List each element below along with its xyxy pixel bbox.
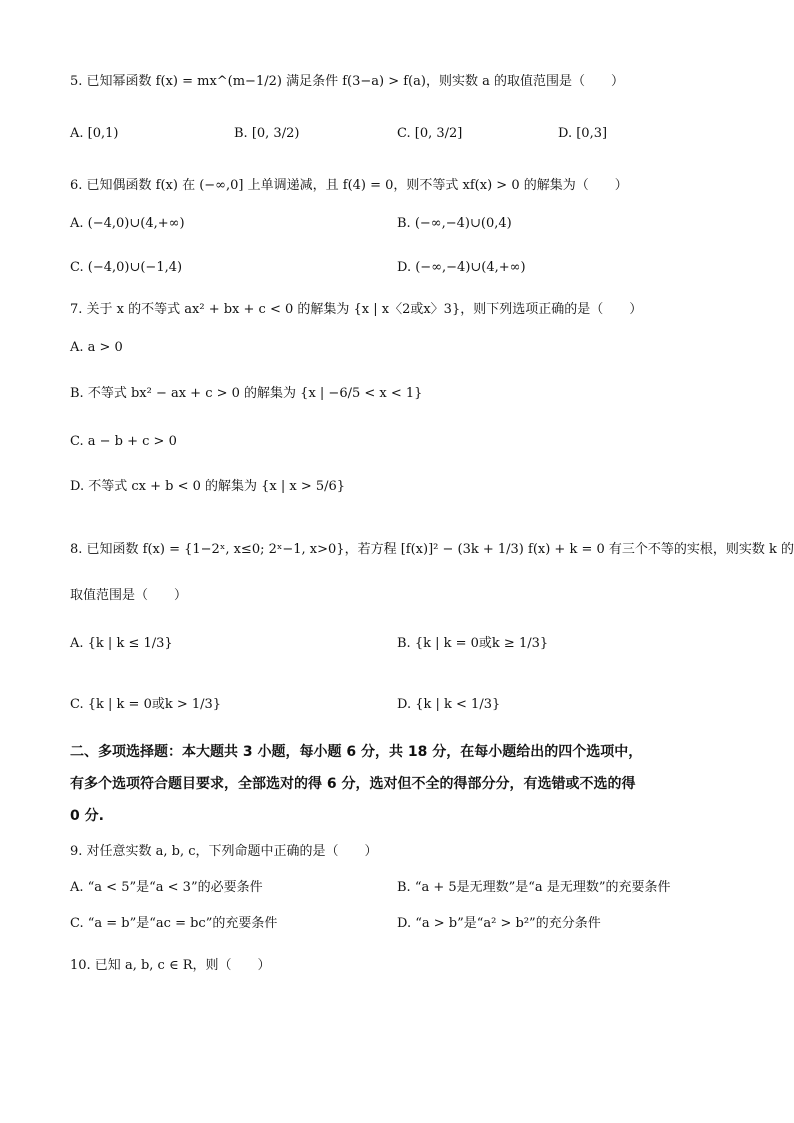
q6-option-b: B. (−∞,−4)∪(0,4) [397, 216, 512, 231]
q7-option-a: A. a > 0 [70, 340, 123, 355]
q6-option-d: D. (−∞,−4)∪(4,+∞) [397, 260, 526, 275]
q9-stem: 9. 对任意实数 a, b, c，下列命题中正确的是（ ） [70, 844, 378, 859]
q7-option-b: B. 不等式 bx² − ax + c > 0 的解集为 {x | −6/5 < x < 1} [70, 386, 423, 401]
section2-line1: 二、多项选择题：本大题共 3 小题，每小题 6 分，共 18 分，在每小题给出的四个选项中， [70, 744, 643, 760]
q8-option-a: A. {k | k ≤ 1/3} [70, 636, 173, 651]
q7-option-d: D. 不等式 cx + b < 0 的解集为 {x | x > 5/6} [70, 479, 346, 494]
section2-line2: 有多个选项符合题目要求，全部选对的得 6 分，选对但不全的得部分分，有选错或不选的得 [70, 776, 636, 792]
q6-option-a: A. (−4,0)∪(4,+∞) [70, 216, 185, 231]
q8-option-d: D. {k | k < 1/3} [397, 697, 501, 712]
q9-option-c: C. “a = b”是“ac = bc”的充要条件 [70, 916, 278, 931]
q8-option-b: B. {k | k = 0或k ≥ 1/3} [397, 636, 549, 651]
q10-stem: 10. 已知 a, b, c ∈ R，则（ ） [70, 958, 271, 973]
q9-option-a: A. “a < 5”是“a < 3”的必要条件 [70, 880, 263, 895]
section2-line3: 0 分. [70, 808, 104, 824]
q5-option-c: C. [0, 3/2] [397, 126, 463, 141]
q8-option-c: C. {k | k = 0或k > 1/3} [70, 697, 222, 712]
q6-option-c: C. (−4,0)∪(−1,4) [70, 260, 183, 275]
q7-option-c: C. a − b + c > 0 [70, 434, 177, 449]
q5-stem: 5. 已知幂函数 f(x) = mx^(m−1/2) 满足条件 f(3−a) > f(a)，则实数 a 的取值范围是（ ） [70, 74, 624, 89]
q8-stem-continued: 取值范围是（ ） [70, 588, 188, 603]
q5-option-b: B. [0, 3/2) [234, 126, 300, 141]
q9-option-b: B. “a + 5是无理数”是“a 是无理数”的充要条件 [397, 880, 671, 895]
q9-option-d: D. “a > b”是“a² > b²”的充分条件 [397, 916, 601, 931]
q5-option-d: D. [0,3] [558, 126, 608, 141]
q5-option-a: A. [0,1) [70, 126, 119, 141]
q8-stem: 8. 已知函数 f(x) = {1−2ˣ, x≤0; 2ˣ−1, x>0}，若方程 [f(x)]² − (3k + 1/3) f(x) + k = 0 有三个不等的实根，则实数 k 的 [70, 542, 794, 557]
q6-stem: 6. 已知偶函数 f(x) 在 (−∞,0] 上单调递减，且 f(4) = 0，则不等式 xf(x) > 0 的解集为（ ） [70, 178, 628, 193]
q7-stem: 7. 关于 x 的不等式 ax² + bx + c < 0 的解集为 {x | x〈2或x〉3}，则下列选项正确的是（ ） [70, 302, 643, 317]
